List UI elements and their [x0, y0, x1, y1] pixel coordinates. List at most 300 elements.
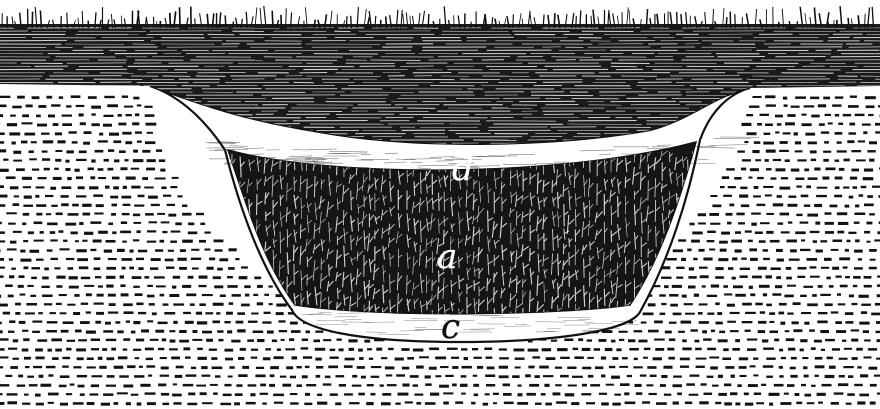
strata-dash — [157, 213, 165, 215]
strata-dash — [3, 159, 8, 161]
strata-dash — [253, 331, 264, 334]
strata-dash — [123, 338, 130, 341]
strata-dash — [741, 204, 749, 207]
strata-dash — [115, 321, 120, 324]
strata-dash — [145, 213, 154, 216]
strata-dash — [156, 149, 162, 152]
strata-dash — [853, 285, 857, 287]
strata-dash — [215, 375, 221, 377]
strata-dash — [48, 115, 55, 118]
strata-dash — [251, 313, 258, 315]
strata-dash — [824, 258, 832, 261]
strata-dash — [732, 257, 737, 260]
strata-dash — [99, 133, 103, 136]
strata-dash — [776, 249, 783, 252]
strata-dash — [202, 294, 213, 296]
strata-dash — [830, 205, 838, 208]
strata-dash — [211, 357, 217, 360]
strata-dash — [786, 277, 792, 280]
strata-dash — [276, 312, 284, 315]
strata-dash — [237, 329, 245, 332]
strata-dash — [709, 213, 719, 216]
strata-dash — [164, 312, 175, 315]
strata-dash — [213, 321, 221, 324]
strata-dash — [838, 222, 849, 225]
strata-dash — [366, 402, 374, 405]
strata-dash — [23, 213, 30, 216]
strata-dash — [787, 384, 795, 387]
strata-dash — [161, 367, 169, 370]
strata-dash — [147, 402, 156, 405]
strata-dash — [235, 393, 243, 396]
strata-dash — [60, 403, 68, 406]
strata-dash — [745, 312, 756, 314]
strata-dash — [781, 177, 788, 179]
strata-dash — [161, 187, 166, 190]
strata-dash — [13, 339, 19, 342]
strata-dash — [763, 348, 774, 350]
strata-dash — [262, 403, 267, 405]
strata-dash — [727, 222, 732, 225]
strata-dash — [733, 285, 743, 288]
strata-dash — [555, 367, 562, 369]
strata-dash — [42, 286, 50, 288]
strata-dash — [73, 402, 84, 405]
strata-dash — [22, 114, 29, 117]
strata-dash — [145, 141, 155, 144]
strata-dash — [769, 393, 780, 396]
strata-dash — [807, 214, 818, 217]
strata-dash — [460, 384, 468, 387]
strata-dash — [276, 304, 287, 307]
strata-dash — [752, 276, 762, 279]
strata-dash — [649, 393, 657, 395]
strata-dash — [176, 366, 184, 369]
strata-dash — [758, 267, 767, 270]
strata-dash — [728, 186, 736, 188]
strata-dash — [73, 312, 80, 315]
strata-dash — [87, 366, 96, 368]
strata-dash — [849, 123, 855, 126]
strata-dash — [825, 339, 835, 341]
strata-dash — [707, 240, 715, 242]
strata-dash — [61, 203, 68, 206]
strata-dash — [859, 295, 869, 298]
strata-dash — [80, 321, 90, 324]
strata-dash — [515, 358, 525, 360]
strata-dash — [808, 142, 817, 145]
strata-dash — [611, 340, 616, 343]
strata-dash — [527, 393, 536, 396]
strata-dash — [104, 115, 114, 117]
strata-dash — [784, 393, 789, 395]
strata-dash — [718, 339, 728, 342]
strata-dash — [732, 348, 740, 351]
strata-dash — [760, 311, 765, 314]
strata-dash — [817, 321, 827, 324]
strata-dash — [673, 384, 683, 387]
strata-dash — [802, 123, 812, 126]
strata-dash — [699, 249, 705, 252]
grass-blade — [40, 11, 41, 28]
strata-dash — [63, 240, 67, 242]
strata-dash — [780, 141, 788, 144]
strata-dash — [790, 367, 796, 370]
strata-dash — [199, 276, 208, 279]
strata-dash — [855, 114, 865, 116]
strata-dash — [133, 239, 139, 241]
strata-dash — [107, 375, 115, 378]
grass-blade — [513, 14, 514, 28]
strata-dash — [838, 383, 848, 386]
strata-dash — [382, 393, 391, 396]
strata-dash — [588, 375, 594, 378]
strata-dash — [297, 384, 303, 387]
strata-dash — [855, 205, 859, 208]
strata-dash — [13, 151, 21, 154]
strata-dash — [358, 393, 365, 396]
strata-dash — [267, 331, 274, 334]
strata-dash — [84, 131, 92, 134]
strata-dash — [854, 213, 865, 216]
strata-dash — [739, 357, 748, 360]
strata-dash — [339, 348, 344, 351]
strata-dash — [95, 276, 101, 278]
strata-dash — [98, 177, 106, 179]
strata-dash — [81, 303, 88, 305]
strata-dash — [869, 213, 875, 215]
strata-dash — [7, 123, 17, 126]
strata-dash — [371, 376, 380, 378]
strata-dash — [67, 177, 72, 180]
strata-dash — [601, 357, 606, 360]
grass-blade — [195, 18, 196, 28]
strata-dash — [464, 357, 468, 360]
strata-dash — [870, 384, 877, 387]
strata-dash — [808, 177, 818, 180]
strata-dash — [109, 303, 116, 306]
strata-dash — [825, 168, 835, 171]
strata-dash — [425, 383, 432, 386]
strata-dash — [811, 115, 819, 118]
strata-dash — [158, 348, 164, 350]
strata-dash — [800, 222, 809, 224]
strata-dash — [810, 276, 820, 278]
strata-dash — [529, 384, 539, 387]
strata-dash — [177, 258, 186, 261]
strata-dash — [306, 384, 316, 386]
strata-dash — [188, 223, 194, 226]
strata-dash — [572, 376, 583, 378]
strata-dash — [689, 394, 699, 396]
strata-dash — [0, 322, 2, 325]
strata-dash — [769, 312, 775, 315]
strata-dash — [779, 303, 787, 306]
strata-dash — [123, 349, 128, 351]
strata-dash — [42, 158, 50, 161]
strata-dash — [200, 392, 207, 395]
strata-dash — [711, 330, 715, 333]
strata-dash — [681, 258, 686, 261]
strata-dash — [131, 186, 140, 189]
strata-dash — [168, 214, 176, 217]
strata-dash — [106, 385, 116, 387]
strata-dash — [760, 222, 770, 224]
strata-dash — [864, 276, 872, 279]
grass-blade — [346, 16, 347, 28]
strata-dash — [31, 141, 37, 143]
strata-dash — [864, 204, 874, 207]
strata-dash — [135, 357, 140, 359]
strata-dash — [107, 357, 115, 360]
strata-dash — [228, 267, 235, 270]
strata-dash — [367, 384, 374, 386]
strata-dash — [738, 222, 745, 224]
strata-dash — [123, 385, 133, 388]
strata-dash — [23, 186, 31, 188]
strata-dash — [699, 303, 708, 305]
strata-dash — [229, 302, 234, 305]
strata-dash — [864, 231, 870, 234]
strata-dash — [120, 231, 131, 234]
strata-dash — [277, 348, 281, 351]
strata-dash — [77, 375, 87, 378]
strata-dash — [823, 159, 829, 162]
strata-dash — [17, 385, 26, 387]
strata-dash — [89, 186, 98, 189]
grass-blade — [735, 14, 736, 28]
strata-dash — [27, 376, 34, 378]
strata-dash — [644, 348, 651, 350]
strata-dash — [829, 285, 834, 288]
strata-dash — [220, 295, 226, 298]
strata-dash — [806, 185, 811, 188]
strata-dash — [260, 384, 266, 387]
strata-dash — [36, 357, 45, 360]
strata-dash — [306, 331, 311, 334]
strata-dash — [188, 276, 194, 279]
strata-dash — [47, 96, 53, 99]
strata-dash — [703, 338, 711, 340]
strata-dash — [23, 338, 29, 341]
strata-dash — [795, 178, 804, 181]
strata-dash — [13, 231, 22, 233]
strata-dash — [179, 267, 187, 270]
strata-dash — [274, 402, 283, 404]
strata-dash — [736, 213, 744, 216]
strata-dash — [149, 221, 158, 223]
strata-dash — [835, 96, 843, 98]
strata-dash — [47, 223, 58, 226]
strata-dash — [800, 339, 807, 342]
strata-dash — [24, 196, 32, 199]
strata-dash — [769, 403, 773, 406]
strata-dash — [359, 357, 364, 360]
strata-dash — [380, 384, 384, 386]
strata-dash — [710, 195, 717, 197]
strata-dash — [402, 367, 409, 370]
strata-dash — [461, 375, 467, 377]
strata-dash — [41, 133, 50, 135]
strata-dash — [595, 366, 603, 369]
strata-dash — [22, 177, 32, 180]
strata-dash — [56, 285, 62, 288]
strata-dash — [9, 320, 15, 323]
strata-dash — [693, 258, 697, 261]
strata-dash — [32, 321, 42, 323]
grass-blade — [428, 14, 429, 28]
strata-dash — [279, 330, 287, 332]
strata-dash — [77, 357, 84, 360]
strata-dash — [676, 267, 684, 269]
strata-dash — [851, 329, 859, 331]
strata-dash — [477, 366, 483, 369]
strata-dash — [732, 277, 736, 280]
strata-dash — [90, 249, 96, 251]
grass-blade — [848, 18, 849, 28]
strata-dash — [727, 321, 736, 323]
strata-dash — [330, 393, 338, 396]
strata-dash — [868, 348, 877, 351]
strata-dash — [742, 321, 753, 323]
strata-dash — [112, 177, 120, 180]
strata-dash — [749, 177, 753, 179]
strata-dash — [504, 402, 514, 405]
strata-dash — [69, 131, 77, 133]
strata-dash — [664, 394, 671, 396]
strata-dash — [751, 213, 761, 215]
strata-dash — [94, 257, 101, 260]
strata-dash — [43, 140, 54, 143]
strata-dash — [811, 347, 816, 350]
strata-dash — [673, 402, 679, 405]
strata-dash — [170, 241, 177, 243]
grass-blade — [82, 11, 83, 28]
strata-dash — [202, 331, 212, 334]
strata-dash — [0, 258, 4, 261]
strata-dash — [6, 176, 16, 179]
strata-dash — [729, 204, 734, 207]
strata-dash — [251, 349, 258, 351]
strata-dash — [0, 185, 4, 188]
strata-dash — [173, 402, 181, 405]
strata-dash — [18, 285, 24, 288]
strata-dash — [760, 114, 769, 116]
strata-dash — [430, 393, 439, 396]
strata-dash — [37, 124, 47, 127]
strata-dash — [5, 375, 12, 377]
strata-dash — [695, 348, 702, 351]
strata-dash — [192, 339, 202, 341]
strata-dash — [854, 384, 863, 386]
strata-dash — [90, 393, 99, 395]
strata-dash — [486, 384, 495, 387]
strata-dash — [388, 348, 394, 350]
strata-dash — [8, 223, 16, 225]
strata-dash — [160, 169, 165, 172]
strata-dash — [62, 357, 70, 359]
strata-dash — [545, 403, 552, 406]
strata-dash — [800, 295, 807, 297]
strata-dash — [850, 177, 857, 180]
strata-dash — [50, 239, 57, 241]
strata-dash — [835, 321, 842, 324]
strata-dash — [809, 329, 815, 331]
strata-dash — [750, 258, 758, 261]
strata-dash — [168, 250, 174, 252]
strata-dash — [776, 276, 781, 279]
strata-dash — [777, 123, 782, 126]
strata-dash — [612, 403, 620, 406]
strata-dash — [532, 356, 540, 358]
strata-dash — [0, 338, 9, 340]
strata-dash — [91, 106, 101, 109]
strata-dash — [429, 348, 439, 351]
strata-dash — [856, 348, 863, 351]
strata-dash — [581, 393, 591, 395]
strata-dash — [0, 231, 5, 234]
strata-dash — [723, 348, 729, 351]
strata-dash — [147, 320, 153, 322]
strata-dash — [544, 384, 549, 387]
strata-dash — [648, 303, 656, 306]
strata-dash — [793, 329, 802, 332]
strata-dash — [815, 222, 820, 225]
strata-dash — [264, 312, 271, 314]
strata-dash — [255, 375, 265, 378]
strata-dash — [678, 239, 686, 241]
strata-dash — [624, 392, 629, 395]
strata-dash — [867, 241, 871, 243]
strata-dash — [803, 366, 807, 369]
strata-dash — [239, 276, 248, 279]
strata-dash — [0, 249, 1, 252]
strata-dash — [863, 131, 867, 134]
strata-dash — [120, 275, 124, 278]
strata-dash — [94, 303, 104, 305]
strata-dash — [245, 294, 249, 297]
strata-dash — [127, 365, 135, 368]
strata-dash — [718, 393, 727, 396]
strata-dash — [443, 402, 449, 405]
strata-dash — [59, 294, 67, 296]
strata-dash — [210, 384, 218, 386]
strata-dash — [290, 322, 298, 325]
strata-dash — [750, 168, 759, 171]
strata-dash — [609, 366, 615, 368]
strata-dash — [763, 293, 767, 296]
strata-dash — [304, 403, 312, 406]
strata-dash — [191, 258, 201, 260]
strata-dash — [395, 358, 404, 361]
strata-dash — [42, 295, 53, 298]
strata-dash — [68, 267, 74, 270]
strata-dash — [22, 349, 29, 352]
strata-dash — [720, 249, 727, 252]
strata-dash — [179, 340, 189, 343]
strata-dash — [627, 375, 632, 377]
strata-dash — [582, 384, 587, 387]
strata-dash — [108, 312, 118, 314]
strata-dash — [474, 357, 482, 359]
strata-dash — [669, 294, 678, 297]
strata-dash — [553, 392, 561, 395]
strata-dash — [395, 403, 400, 405]
strata-dash — [182, 285, 191, 288]
strata-dash — [616, 348, 621, 351]
strata-dash — [473, 384, 479, 387]
strata-dash — [166, 267, 174, 269]
